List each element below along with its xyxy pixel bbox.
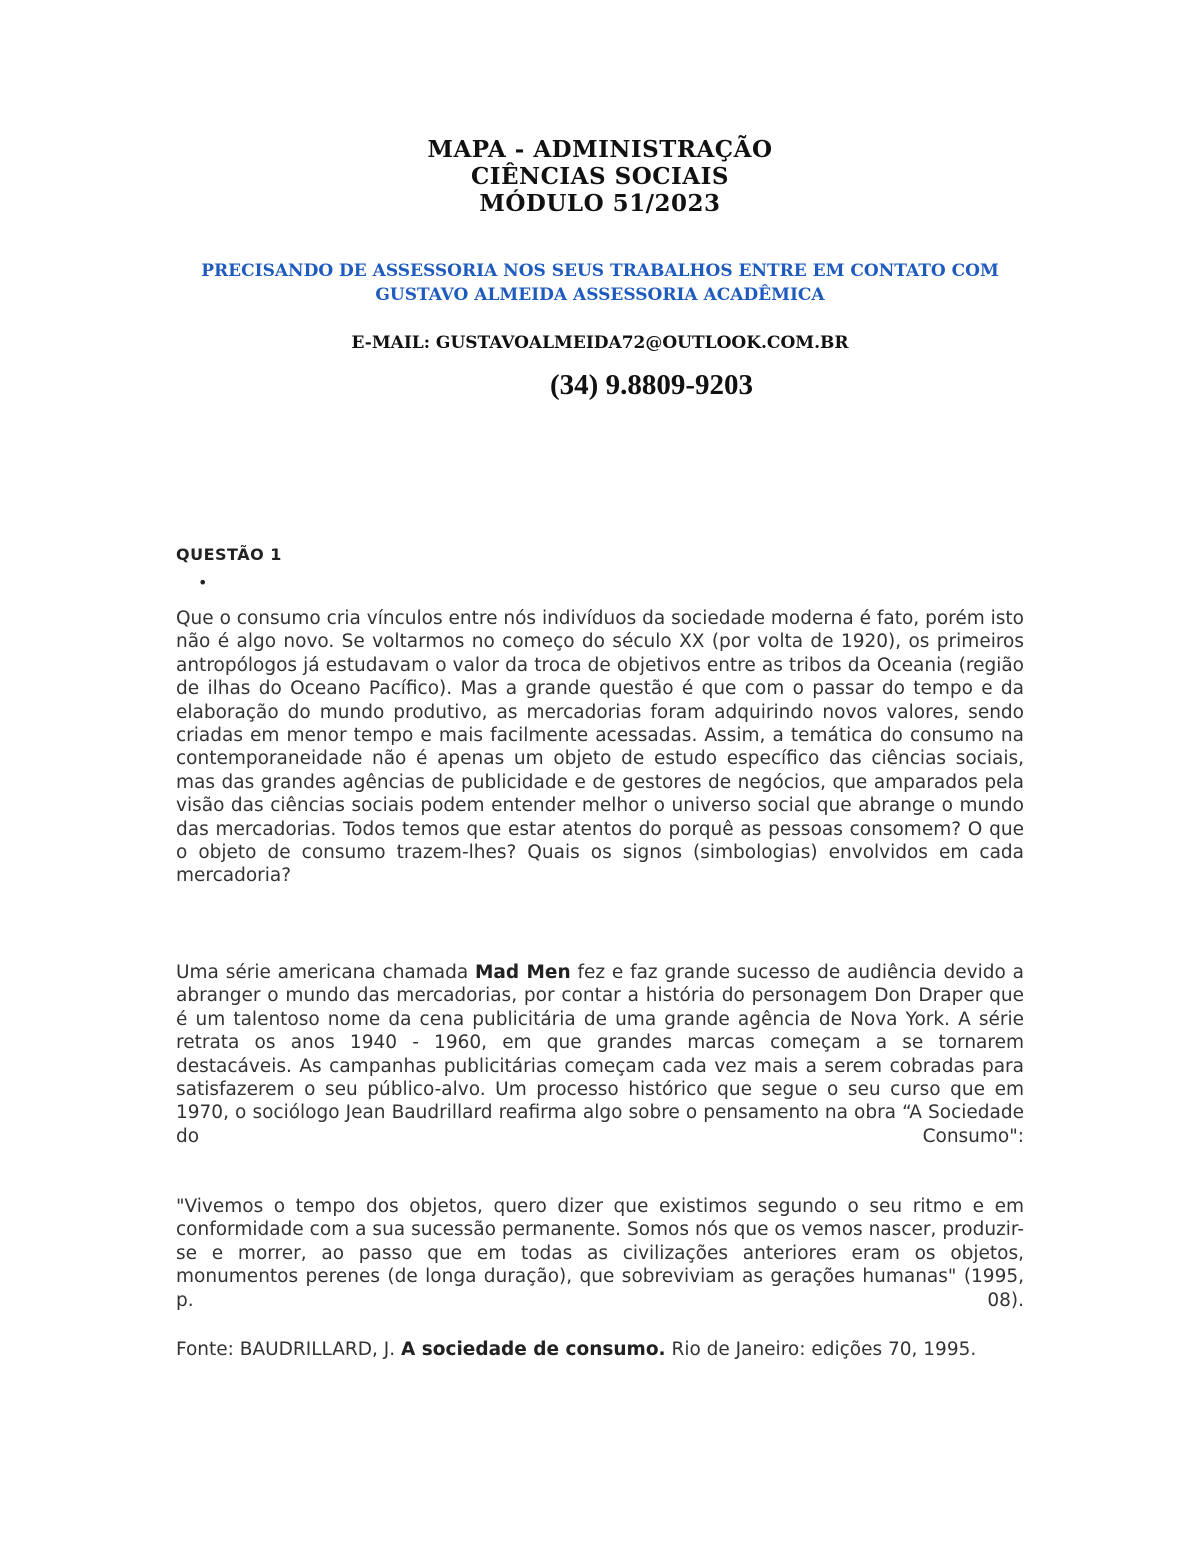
quote-baudrillard: "Vivemos o tempo dos objetos, quero dizer que existimos segundo o seu ritmo e em conformidade com a sua sucessão permanente. Somos nós que os vemos nascer, produzir-se e morrer, ao passo que em todas as civilizações anteriores eram os objetos, monumentos perenes (de longa duração), que sobreviviam as gerações humanas" (1995, p. 08).: [176, 1196, 1024, 1311]
series-title: Mad Men: [475, 962, 571, 983]
paragraph-consumo: Que o consumo cria vínculos entre nós indivíduos da sociedade moderna é fato, porém isto não é algo novo. Se voltarmos no começo do século XX (por volta de 1920), os primeiros antropólogos já estudavam o valor da troca de objetivos entre as tribos da Oceania (região de ilhas do Oceano Pacífico). Mas a grande questão é que com o passar do tempo e da elaboração do mundo produtivo, as mercadorias foram adquirindo novos valores, sendo criadas em menor tempo e mais facilmente acessadas. Assim, a temática do consumo na contemporaneidade não é apenas um objeto de estudo específico das ciências sociais, mas das grandes agências de publicidade e de gestores de negócios, que amparados pela visão das ciências sociais podem entender melhor o universo social que abrange o mundo das mercadorias. Todos temos que estar atentos do porquê as pessoas consomem? O que o objeto de consumo trazem-lhes? Quais os signos (simbologias) envolvidos em cada mercadoria?: [176, 608, 1024, 887]
source-prefix: Fonte: BAUDRILLARD, J.: [176, 1339, 401, 1360]
contact-line-2: GUSTAVO ALMEIDA ASSESSORIA ACADÊMICA: [375, 285, 825, 305]
contact-email: E-MAIL: GUSTAVOALMEIDA72@OUTLOOK.COM.BR: [351, 333, 849, 353]
paragraph-mad-men-rest: fez e faz grande sucesso de audiência devido a abranger o mundo das mercadorias, por contar a história do personagem Don Draper que é um talentoso nome da cena publicitária de uma grande agência de Nova York. A série retrata os anos 1940 - 1960, em que grandes marcas começam a se tornarem destacáveis. As campanhas publicitárias começam cada vez mais a serem cobradas para satisfazerem o seu público-alvo. Um processo histórico que segue o seu curso que em 1970, o sociólogo Jean Baudrillard reafirma algo sobre o pensamento na obra “A Sociedade do Consumo":: [176, 962, 1024, 1147]
bullet-point: •: [198, 573, 208, 592]
contact-phone: (34) 9.8809-9203: [550, 369, 753, 401]
paragraph-mad-men-intro: Uma série americana chamada: [176, 962, 476, 983]
title-line-3: MÓDULO 51/2023: [479, 190, 721, 217]
source-suffix: Rio de Janeiro: edições 70, 1995.: [665, 1339, 977, 1360]
question-heading: QUESTÃO 1: [176, 545, 282, 564]
contact-notice: [0, 259, 1200, 307]
title-line-1: MAPA - ADMINISTRAÇÃO: [427, 136, 773, 163]
title-line-2: CIÊNCIAS SOCIAIS: [470, 163, 730, 190]
paragraph-mad-men: [176, 961, 1024, 1148]
source-book-title: A sociedade de consumo.: [401, 1339, 666, 1360]
document-header: [0, 136, 1200, 217]
source-citation: [176, 1338, 1024, 1361]
contact-line-1: PRECISANDO DE ASSESSORIA NOS SEUS TRABALHOS ENTRE EM CONTATO COM: [201, 261, 999, 281]
